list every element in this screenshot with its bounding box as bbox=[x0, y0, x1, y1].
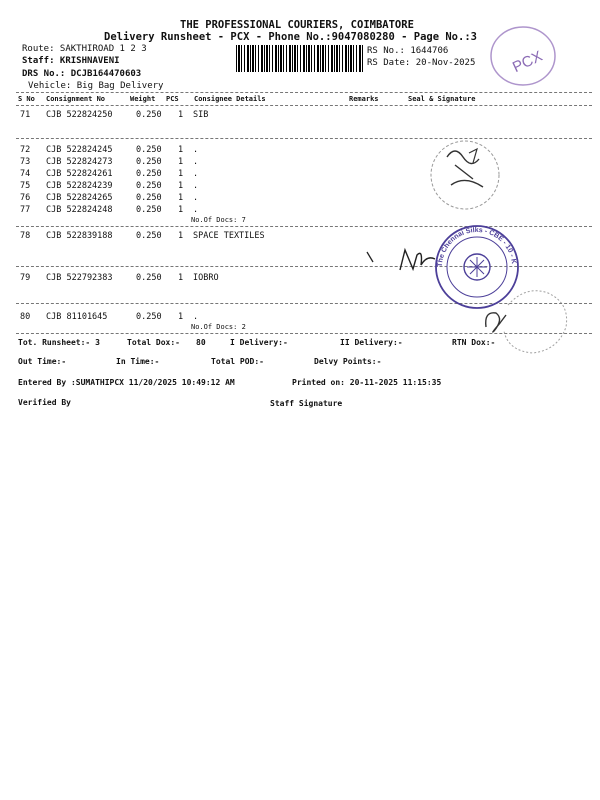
row-sno: 77 bbox=[20, 205, 31, 215]
ii-delivery: II Delivery:- bbox=[340, 338, 403, 347]
staff-label: Staff: KRISHNAVENI bbox=[22, 56, 120, 66]
in-time: In Time:- bbox=[116, 357, 160, 366]
runsheet-subtitle: Delivery Runsheet - PCX - Phone No.:9047080280 - Page No.:3 bbox=[104, 31, 477, 43]
row-sno: 80 bbox=[20, 312, 31, 322]
printed-on: Printed on: 20-11-2025 11:15:35 bbox=[292, 378, 442, 387]
row-pcs: 1 bbox=[178, 181, 184, 191]
row-weight: 0.250 bbox=[136, 145, 162, 155]
row-details: SIB bbox=[193, 110, 209, 120]
pcx-stamp bbox=[488, 24, 558, 88]
row-sno: 72 bbox=[20, 145, 31, 155]
row-weight: 0.250 bbox=[136, 273, 162, 283]
row-pcs: 1 bbox=[178, 110, 184, 120]
row-consignment: CJB 522792383 bbox=[46, 273, 113, 283]
row-details: . bbox=[193, 312, 199, 322]
row-weight: 0.250 bbox=[136, 157, 162, 167]
row-sno: 75 bbox=[20, 181, 31, 191]
row-consignment: CJB 522824239 bbox=[46, 181, 113, 191]
row-details: . bbox=[193, 205, 199, 215]
row-consignment: CJB 522824250 bbox=[46, 110, 113, 120]
row-weight: 0.250 bbox=[136, 110, 162, 120]
drs-number: DRS No.: DCJB164470603 bbox=[22, 69, 142, 79]
row-sno: 73 bbox=[20, 157, 31, 167]
signature-stamp-1 bbox=[425, 135, 505, 215]
i-delivery: I Delivery:- bbox=[230, 338, 288, 347]
row-pcs: 1 bbox=[178, 273, 184, 283]
row-details: . bbox=[193, 193, 199, 203]
signature-scribble-1 bbox=[395, 245, 445, 275]
staff-signature: Staff Signature bbox=[270, 399, 343, 408]
rtn-dox: RTN Dox:- bbox=[452, 338, 496, 347]
total-dox-label: Total Dox:- bbox=[127, 338, 180, 347]
col-remarks: Remarks bbox=[349, 95, 379, 103]
seal-text: The Chennai Silks - CBE - 10 - K bbox=[436, 226, 517, 268]
row-consignment: CJB 81101645 bbox=[46, 312, 108, 322]
row-consignment: CJB 522824261 bbox=[46, 169, 113, 179]
row-consignment: CJB 522839188 bbox=[46, 231, 113, 241]
rs-number: RS No.: 1644706 bbox=[367, 46, 449, 56]
row-weight: 0.250 bbox=[136, 205, 162, 215]
row-divider bbox=[16, 138, 592, 139]
total-pod: Total POD:- bbox=[211, 357, 264, 366]
rs-date: RS Date: 20-Nov-2025 bbox=[367, 58, 476, 68]
row-pcs: 1 bbox=[178, 205, 184, 215]
row-weight: 0.250 bbox=[136, 231, 162, 241]
docs-count-note: No.Of Docs: 7 bbox=[191, 216, 246, 224]
col-pcs: PCS bbox=[166, 95, 179, 103]
row-details: . bbox=[193, 157, 199, 167]
row-pcs: 1 bbox=[178, 193, 184, 203]
total-runsheet: Tot. Runsheet:- 3 bbox=[18, 338, 100, 347]
row-weight: 0.250 bbox=[136, 312, 162, 322]
row-pcs: 1 bbox=[178, 169, 184, 179]
row-consignment: CJB 522824273 bbox=[46, 157, 113, 167]
barcode bbox=[236, 45, 364, 72]
col-consignment: Consignment No bbox=[46, 95, 106, 103]
col-weight: Weight bbox=[130, 95, 156, 103]
docs-count-note: No.Of Docs: 2 bbox=[191, 323, 246, 331]
col-sno: S No bbox=[18, 95, 35, 103]
row-pcs: 1 bbox=[178, 145, 184, 155]
row-consignment: CJB 522824245 bbox=[46, 145, 113, 155]
row-weight: 0.250 bbox=[136, 193, 162, 203]
row-details: IOBRO bbox=[193, 273, 219, 283]
row-sno: 78 bbox=[20, 231, 31, 241]
verified-by: Verified By bbox=[18, 398, 71, 407]
row-details: . bbox=[193, 181, 199, 191]
row-sno: 79 bbox=[20, 273, 31, 283]
row-details: . bbox=[193, 169, 199, 179]
company-title: THE PROFESSIONAL COURIERS, COIMBATORE bbox=[180, 19, 414, 31]
row-details: . bbox=[193, 145, 199, 155]
col-consignee: Consignee Details bbox=[194, 95, 266, 103]
vehicle-label: Vehicle: Big Bag Delivery bbox=[28, 81, 164, 91]
out-time: Out Time:- bbox=[18, 357, 67, 366]
row-pcs: 1 bbox=[178, 157, 184, 167]
header-top-rule bbox=[16, 92, 592, 93]
col-seal: Seal & Signature bbox=[408, 95, 476, 103]
pcx-stamp-text: PCX bbox=[509, 47, 546, 77]
row-weight: 0.250 bbox=[136, 181, 162, 191]
row-consignment: CJB 522824248 bbox=[46, 205, 113, 215]
signature-tick bbox=[365, 250, 377, 264]
total-dox-value: 80 bbox=[196, 338, 206, 347]
signature-stamp-2 bbox=[478, 275, 578, 360]
row-pcs: 1 bbox=[178, 231, 184, 241]
row-sno: 76 bbox=[20, 193, 31, 203]
entered-by: Entered By :SUMATHIPCX 11/20/2025 10:49:12 AM bbox=[18, 378, 235, 387]
delvy-points: Delvy Points:- bbox=[314, 357, 382, 366]
row-pcs: 1 bbox=[178, 312, 184, 322]
row-consignment: CJB 522824265 bbox=[46, 193, 113, 203]
row-details: SPACE TEXTILES bbox=[193, 231, 265, 241]
row-weight: 0.250 bbox=[136, 169, 162, 179]
route-label: Route: SAKTHIROAD 1 2 3 bbox=[22, 44, 147, 54]
header-bottom-rule bbox=[16, 105, 592, 106]
row-sno: 74 bbox=[20, 169, 31, 179]
row-sno: 71 bbox=[20, 110, 31, 120]
